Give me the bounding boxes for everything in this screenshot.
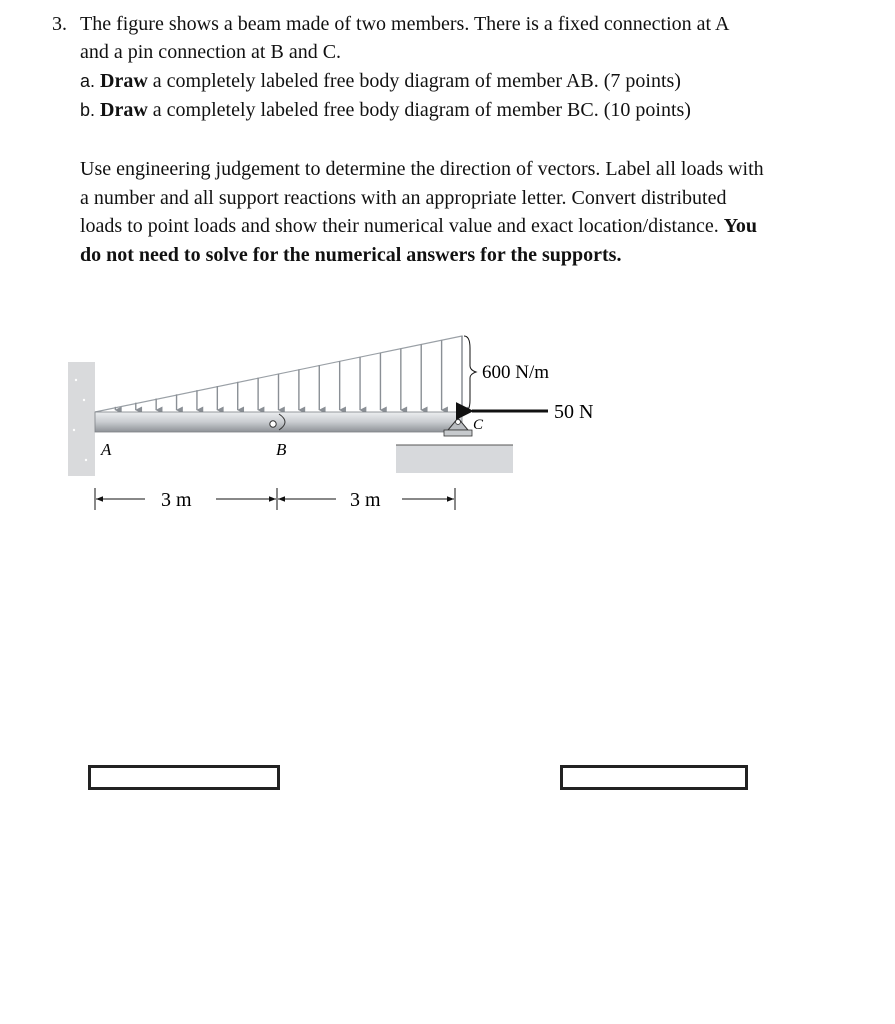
label-b: B [276, 440, 287, 459]
part-a-text: a completely labeled free body diagram of member AB. (7 points) [147, 70, 681, 92]
instructions-line3-plain: loads to point loads and show their numerical value and exact location/distance. [80, 215, 724, 237]
part-b-verb: Draw [100, 99, 148, 121]
dim-right-label: 3 m [350, 489, 381, 511]
instructions-line4-bold: do not need to solve for the numerical answers for the supports. [80, 244, 622, 266]
instructions-line3-bold: You [723, 215, 758, 237]
dim-left-label: 3 m [161, 489, 192, 511]
question-stem-line2: and a pin connection at B and C. [80, 41, 342, 63]
beam-figure [0, 300, 640, 530]
question-number-text: 3. [52, 13, 67, 35]
beam [95, 412, 462, 432]
part-b [80, 96, 691, 124]
ground-c [396, 445, 513, 473]
question-number [52, 10, 67, 38]
instructions-line2: a number and all support reactions with an appropriate letter. Convert distributed [80, 187, 727, 209]
load-label: 600 N/m [482, 362, 550, 383]
instructions-line3 [80, 212, 757, 240]
label-c: C [473, 417, 484, 433]
part-b-letter: b. [80, 100, 96, 120]
part-a [80, 67, 681, 95]
load-brace [464, 336, 476, 412]
label-a: A [101, 440, 112, 459]
instructions-line4 [80, 241, 621, 269]
answer-box-ab[interactable] [88, 765, 280, 790]
part-b-text: a completely labeled free body diagram of member BC. (10 points) [147, 99, 691, 121]
fixed-wall [68, 362, 95, 476]
question-stem-line1: The figure shows a beam made of two members. There is a fixed connection at A [80, 13, 730, 35]
pin-b [270, 421, 276, 427]
answer-box-bc[interactable] [560, 765, 748, 790]
part-a-letter: a. [80, 71, 96, 91]
part-a-verb: Draw [100, 70, 148, 92]
instructions-line1: Use engineering judgement to determine the direction of vectors. Label all loads with [80, 158, 764, 180]
force-label: 50 N [554, 401, 594, 423]
